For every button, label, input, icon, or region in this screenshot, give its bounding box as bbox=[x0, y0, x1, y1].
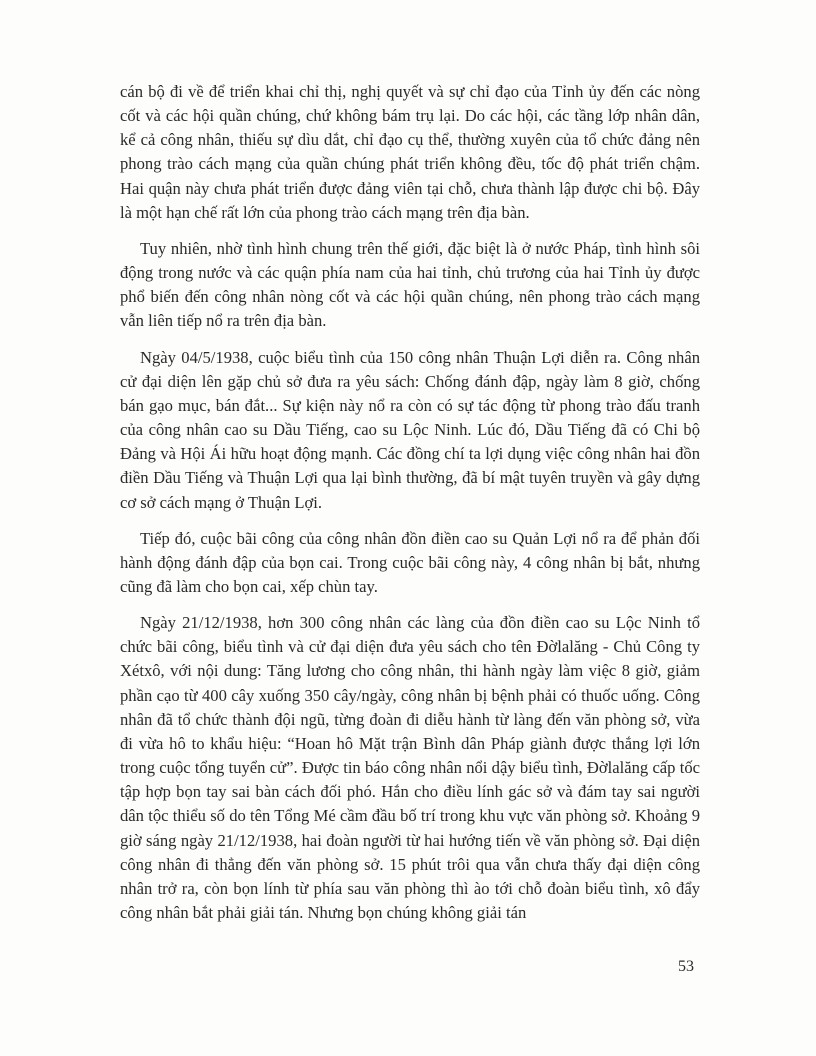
paragraph-1: cán bộ đi về để triển khai chỉ thị, nghị quyết và sự chỉ đạo của Tỉnh ủy đến các nòng cốt và các hội quần chúng, chứ không bám trụ lại. Do các hội, các tầng lớp nhân dân, kể cả công nhân, thiếu sự dìu dắt, chỉ đạo cụ thể, thường xuyên của tổ chức đảng nên phong trào cách mạng của quần chúng phát triển không đều, tốc độ phát triển chậm. Hai quận này chưa phát triển được đảng viên tại chỗ, chưa thành lập được chi bộ. Đây là một hạn chế rất lớn của phong trào cách mạng trên địa bàn. bbox=[120, 82, 700, 222]
page-number: 53 bbox=[678, 958, 694, 975]
paragraph-2: Tuy nhiên, nhờ tình hình chung trên thế giới, đặc biệt là ở nước Pháp, tình hình sôi động trong nước và các quận phía nam của hai tỉnh, chủ trương của hai Tỉnh ủy được phổ biến đến công nhân nòng cốt và các hội quần chúng, nên phong trào cách mạng vẫn liên tiếp nổ ra trên địa bàn. bbox=[120, 238, 700, 331]
body-text bbox=[120, 80, 700, 937]
paragraph-3: Ngày 04/5/1938, cuộc biểu tình của 150 công nhân Thuận Lợi diễn ra. Công nhân cử đại diện lên gặp chủ sở đưa ra yêu sách: Chống đánh đập, ngày làm 8 giờ, chống bán gạo mục, bán đắt... Sự kiện này nổ ra còn có sự tác động từ phong trào đấu tranh của công nhân cao su Dầu Tiếng, cao su Lộc Ninh. Lúc đó, Dầu Tiếng đã có Chi bộ Đảng và Hội Ái hữu hoạt động mạnh. Các đồng chí ta lợi dụng việc công nhân hai đồn điền Dầu Tiếng và Thuận Lợi qua lại bình thường, đã bí mật tuyên truyền và gây dựng cơ sở cách mạng ở Thuận Lợi. bbox=[120, 347, 700, 512]
paragraph-4: Tiếp đó, cuộc bãi công của công nhân đồn điền cao su Quản Lợi nổ ra để phản đối hành động đánh đập của bọn cai. Trong cuộc bãi công này, 4 công nhân bị bắt, nhưng cũng đã làm cho bọn cai, xếp chùn tay. bbox=[120, 528, 700, 596]
paragraph-5: Ngày 21/12/1938, hơn 300 công nhân các làng của đồn điền cao su Lộc Ninh tổ chức bãi công, biểu tình và cử đại diện đưa yêu sách cho tên Đờlalăng - Chủ Công ty Xétxô, với nội dung: Tăng lương cho công nhân, thi hành ngày làm việc 8 giờ, giảm phần cạo từ 400 cây xuống 350 cây/ngày, công nhân bị bệnh phải có thuốc uống. Công nhân đã tổ chức thành đội ngũ, từng đoàn đi diễu hành từ làng đến văn phòng sở, vừa đi vừa hô to khẩu hiệu: “Hoan hô Mặt trận Bình dân Pháp giành được thắng lợi lớn trong cuộc tổng tuyển cử”. Được tin báo công nhân nổi dậy biểu tình, Đờlalăng cấp tốc tập hợp bọn tay sai bàn cách đối phó. Hắn cho điều lính gác sở và đám tay sai người dân tộc thiểu số do tên Tổng Mé cầm đầu bố trí trong khu vực văn phòng sở. Khoảng 9 giờ sáng ngày 21/12/1938, hai đoàn người từ hai hướng tiến về văn phòng sở. Đại diện công nhân đi thẳng đến văn phòng sở. 15 phút trôi qua vẫn chưa thấy đại diện công nhân trở ra, còn bọn lính từ phía sau văn phòng thì ào tới chỗ đoàn biểu tình, xô đẩy công nhân bắt phải giải tán. Nhưng bọn chúng không giải tán bbox=[120, 613, 700, 922]
